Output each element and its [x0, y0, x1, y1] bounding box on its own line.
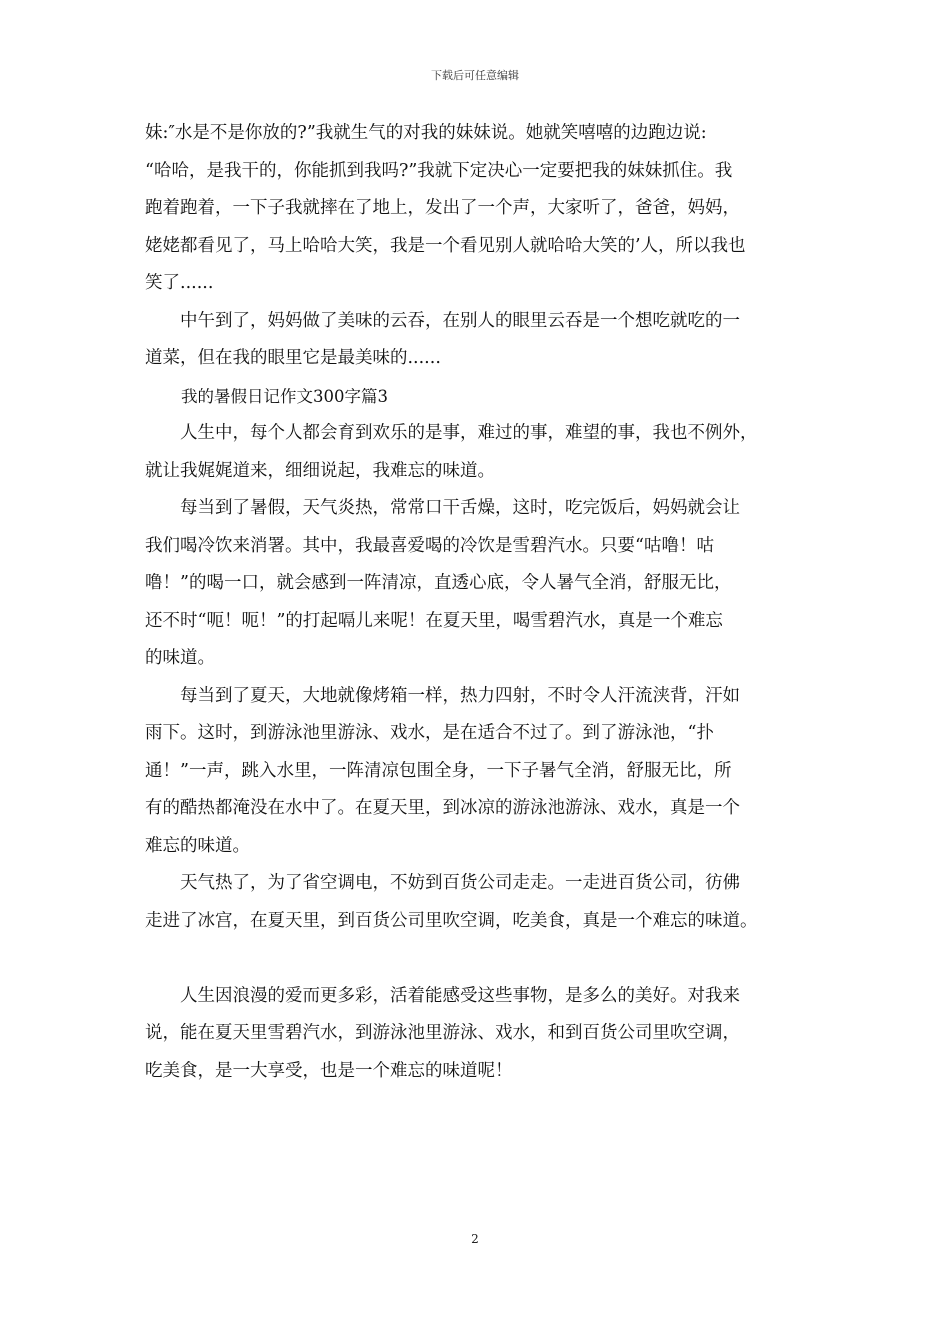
text-line: 雨下。这时，到游泳池里游泳、戏水，是在适合不过了。到了游泳池，“扑: [145, 723, 714, 743]
page-number: 2: [471, 1232, 479, 1246]
text-line: 天气热了，为了省空调电，不妨到百货公司走走。一走进百货公司，彷佛: [145, 873, 740, 893]
text-line: 我们喝冷饮来消署。其中，我最喜爱喝的冷饮是雪碧汽水。只要“咕噜！咕: [145, 535, 714, 556]
text-line: 还不时“呃！呃！”的打起嗝儿来呢！在夏天里，喝雪碧汽水，真是一个难忘: [145, 610, 723, 631]
text-line: 道菜，但在我的眼里它是最美味的......: [145, 348, 441, 368]
text-line: 的味道。: [145, 648, 215, 668]
text-line: 噜！”的喝一口，就会感到一阵清凉，直透心底，令人暑气全消，舒服无比，: [145, 573, 732, 593]
document-body: [145, 115, 825, 1090]
page-header: 下载后可任意编辑: [431, 69, 519, 82]
text-line: 就让我娓娓道来，细细说起，我难忘的味道。: [145, 460, 495, 481]
text-line: 妹:″水是不是你放的?”我就生气的对我的妹妹说。她就笑嘻嘻的边跑边说:: [145, 123, 707, 143]
text-line: 说，能在夏天里雪碧汽水，到游泳池里游泳、戏水，和到百货公司里吹空调，: [145, 1023, 740, 1043]
text-line: 每当到了暑假，天气炎热，常常口干舌燥，这时，吃完饭后，妈妈就会让: [145, 498, 740, 518]
text-line: 有的酷热都淹没在水中了。在夏天里，到冰凉的游泳池游泳、戏水，真是一个: [145, 798, 740, 818]
text-line: 笑了......: [145, 273, 214, 293]
text-line: 跑着跑着，一下子我就摔在了地上，发出了一个声，大家听了，爸爸，妈妈，: [145, 198, 740, 218]
text-line: “哈哈，是我干的，你能抓到我吗?”我就下定决心一定要把我的妹妹抓住。我: [145, 160, 733, 181]
text-line: 中午到了，妈妈做了美味的云吞，在别人的眼里云吞是一个想吃就吃的一: [145, 310, 740, 331]
text-line: 通！”一声，跳入水里，一阵清凉包围全身，一下子暑气全消，舒服无比，所: [145, 760, 732, 781]
text-line: 走进了冰宫，在夏天里，到百货公司里吹空调，吃美食，真是一个难忘的味道。: [145, 910, 758, 931]
section-title: 我的暑假日记作文300字篇3: [181, 386, 388, 406]
text-line: 人生中，每个人都会育到欢乐的是事，难过的事，难望的事，我也不例外，: [145, 423, 758, 443]
text-line: 人生因浪漫的爱而更多彩，活着能感受这些事物，是多么的美好。对我来: [145, 985, 740, 1006]
paragraph-gap: [145, 940, 825, 978]
text-line: 姥姥都看见了，马上哈哈大笑，我是一个看见别人就哈哈大笑的’人，所以我也: [145, 235, 746, 256]
text-line: 吃美食，是一大享受，也是一个难忘的味道呢！: [145, 1060, 513, 1081]
text-line: 难忘的味道。: [145, 835, 250, 856]
text-line: 每当到了夏天，大地就像烤箱一样，热力四射，不时令人汗流浃背，汗如: [145, 685, 740, 706]
